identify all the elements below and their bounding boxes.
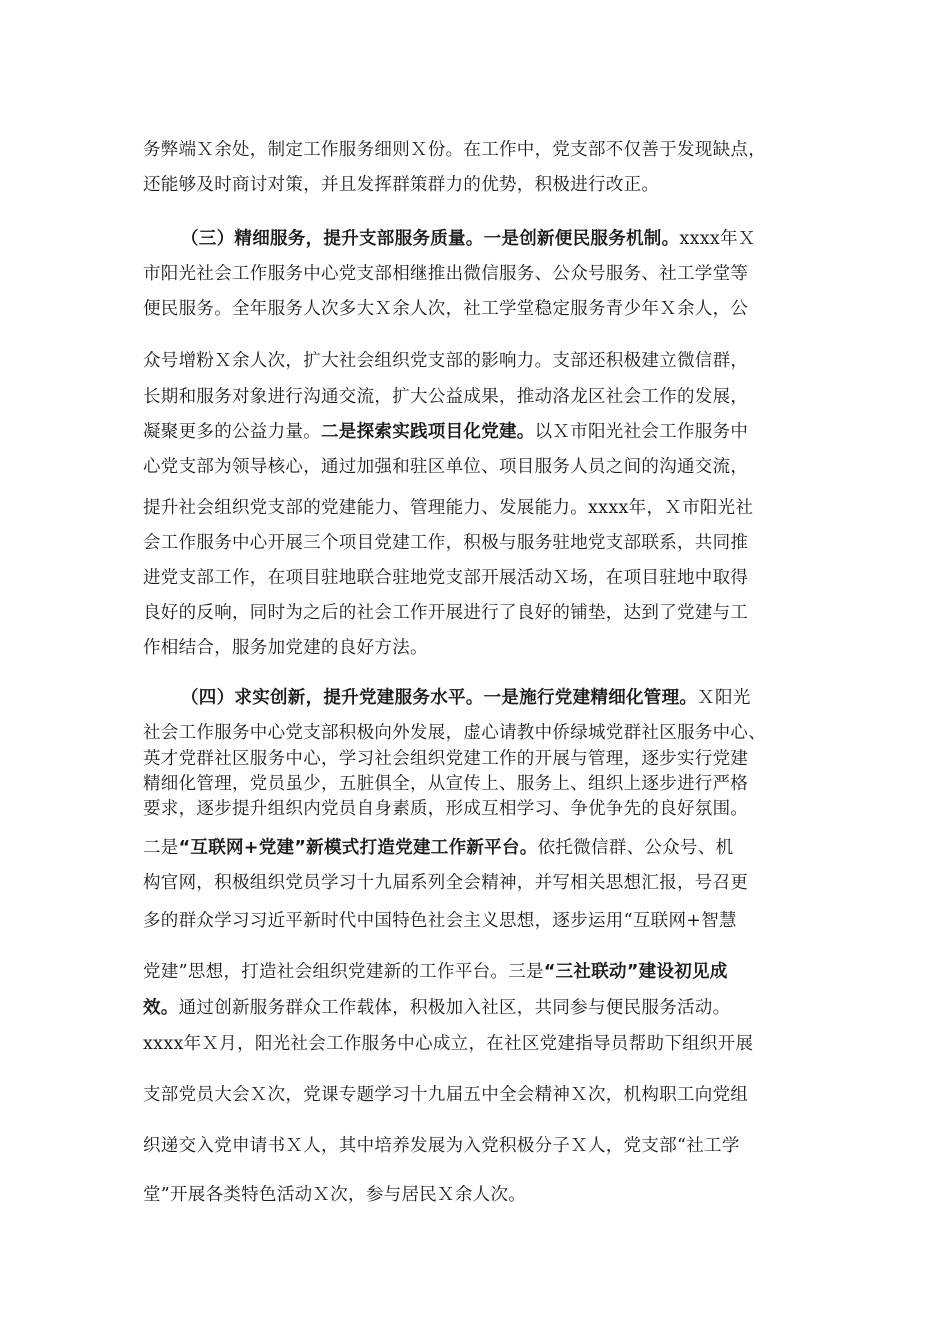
text-line bbox=[143, 1184, 833, 1206]
text-run: 构官网，积极组织党员学习十九届系列全会精神，并写相关思想汇报，号召更 bbox=[143, 873, 749, 893]
text-run: 要求，逐步提升组织内党员自身素质，形成互相学习、争优争先的良好氛围。 bbox=[143, 799, 749, 819]
bold-phrase: （三）精细服务，提升支部服务质量。 bbox=[181, 229, 484, 249]
text-line bbox=[143, 997, 833, 1019]
text-run: 便民服务。全年服务人次多大Ｘ余人次，社工学堂稳定服务青少年Ｘ余人，公 bbox=[143, 299, 749, 319]
text-line bbox=[143, 602, 833, 624]
text-line bbox=[143, 386, 833, 408]
text-line bbox=[143, 637, 833, 659]
text-run: 多的群众学习习近平新时代中国特色社会主义思想，逐步运用“互联网+智慧 bbox=[143, 911, 737, 931]
text-line bbox=[143, 567, 833, 589]
text-run: 织递交入党申请书Ｘ人，其中培养发展为入党积极分子Ｘ人，党支部“社工学 bbox=[143, 1136, 740, 1156]
text-line bbox=[143, 497, 833, 519]
section-heading-4 bbox=[181, 687, 833, 709]
text-line bbox=[143, 1135, 833, 1157]
text-line bbox=[143, 1033, 833, 1055]
bold-phrase: 一是施行党建精细化管理。 bbox=[483, 688, 698, 708]
text-line bbox=[143, 263, 833, 285]
text-run: 长期和服务对象进行沟通交流，扩大公益成果，推动洛龙区社会工作的发展， bbox=[143, 387, 749, 407]
text-line bbox=[143, 456, 833, 478]
text-run: 凝聚更多的公益力量。 bbox=[143, 422, 321, 442]
text-line bbox=[143, 961, 833, 983]
bold-phrase: 效。 bbox=[143, 998, 179, 1018]
text-run: 众号增粉Ｘ余人次，扩大社会组织党支部的影响力。支部还积极建立微信群， bbox=[143, 351, 749, 371]
text-run: 二是 bbox=[143, 838, 179, 858]
text-run: 市阳光社会工作服务中心党支部相继推出微信服务、公众号服务、社工学堂等 bbox=[143, 264, 749, 284]
text-run: xxxx年Ｘ bbox=[679, 229, 756, 249]
text-run: 堂”开展各类特色活动Ｘ次，参与居民Ｘ余人次。 bbox=[143, 1185, 527, 1205]
bold-phrase: “三社联动”建设初见成 bbox=[543, 962, 728, 982]
text-line bbox=[143, 837, 833, 859]
text-run: 社会工作服务中心党支部积极向外发展，虚心请教中侨绿城党群社区服务中心、 bbox=[143, 723, 766, 743]
bold-phrase: 二是探索实践项目化党建。 bbox=[321, 422, 535, 442]
text-run: xxxx年Ｘ月，阳光社会工作服务中心成立，在社区党建指导员帮助下组织开展 bbox=[143, 1034, 754, 1054]
text-run: Ｘ阳光 bbox=[697, 688, 751, 708]
bold-phrase: 一是创新便民服务机制。 bbox=[483, 229, 680, 249]
text-run: 进党支部工作，在项目驻地联合驻地党支部开展活动Ｘ场，在项目驻地中取得 bbox=[143, 568, 749, 588]
text-line bbox=[143, 174, 833, 196]
text-line bbox=[143, 798, 833, 820]
text-line bbox=[143, 139, 833, 161]
text-run: 会工作服务中心开展三个项目党建工作，积极与服务驻地党支部联系，共同推 bbox=[143, 533, 749, 553]
text-run: 党建”思想，打造社会组织党建新的工作平台。三是 bbox=[143, 962, 544, 982]
text-line bbox=[143, 722, 833, 744]
text-line bbox=[143, 773, 833, 795]
text-run: 良好的反响，同时为之后的社会工作开展进行了良好的铺垫，达到了党建与工 bbox=[143, 603, 749, 623]
section-heading-3 bbox=[181, 228, 833, 250]
text-run: 依托微信群、公众号、机 bbox=[537, 838, 734, 858]
text-line bbox=[143, 748, 833, 770]
bold-phrase: “互联网+党建”新模式打造党建工作新平台。 bbox=[178, 838, 538, 858]
text-line bbox=[143, 532, 833, 554]
text-line bbox=[143, 1084, 833, 1106]
text-run: 支部党员大会Ｘ次，党课专题学习十九届五中全会精神Ｘ次，机构职工向党组 bbox=[143, 1085, 749, 1105]
text-line bbox=[143, 298, 833, 320]
text-line bbox=[143, 872, 833, 894]
text-run: 务弊端Ｘ余处，制定工作服务细则Ｘ份。在工作中，党支部不仅善于发现缺点， bbox=[143, 140, 766, 160]
text-run: 以Ｘ市阳光社会工作服务中 bbox=[534, 422, 749, 442]
text-run: 心党支部为领导核心，通过加强和驻区单位、项目服务人员之间的沟通交流， bbox=[143, 457, 749, 477]
text-run: 作相结合，服务加党建的良好方法。 bbox=[143, 638, 428, 658]
text-run: 精细化管理，党员虽少，五脏俱全，从宣传上、服务上、组织上逐步进行严格 bbox=[143, 774, 749, 794]
text-run: 通过创新服务群众工作载体，积极加入社区，共同参与便民服务活动。 bbox=[178, 998, 731, 1018]
bold-phrase: （四）求实创新，提升党建服务水平。 bbox=[181, 688, 484, 708]
text-line bbox=[143, 350, 833, 372]
text-line bbox=[143, 910, 833, 932]
text-line bbox=[143, 421, 833, 443]
text-run: 还能够及时商讨对策，并且发挥群策群力的优势，积极进行改正。 bbox=[143, 175, 660, 195]
text-run: 提升社会组织党支部的党建能力、管理能力、发展能力。xxxx年，Ｘ市阳光社 bbox=[143, 498, 754, 518]
text-run: 英才党群社区服务中心，学习社会组织党建工作的开展与管理，逐步实行党建 bbox=[143, 749, 749, 769]
